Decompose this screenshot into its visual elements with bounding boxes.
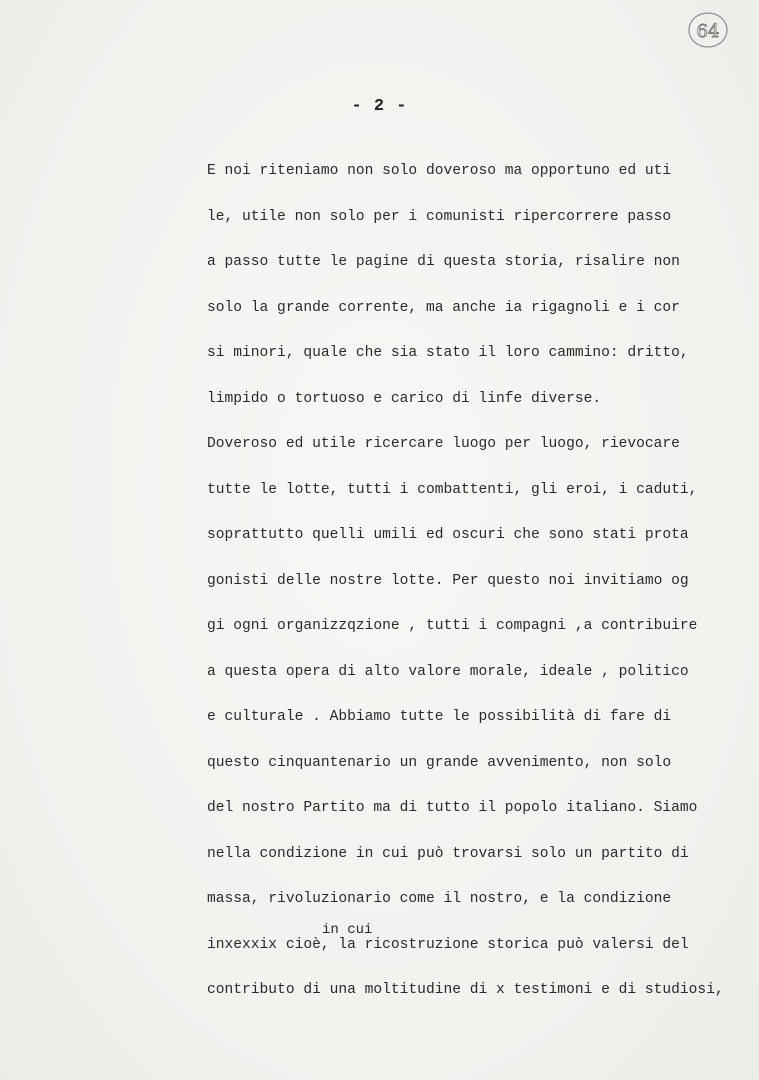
text-line: si minori, quale che sia stato il loro cammino: dritto, (207, 345, 689, 361)
text-line: soprattutto quelli umili ed oscuri che sono stati prota (207, 527, 689, 543)
text-line: le, utile non solo per i comunisti ripercorrere passo (207, 208, 672, 225)
text-line: gi ogni organizzqzione , tutti i compagni ,a contribuire (207, 618, 698, 634)
text-line: E noi riteniamo non solo doveroso ma opportuno ed uti (207, 163, 672, 179)
text-line: e culturale . Abbiamo tutte le possibilità di fare di (207, 709, 672, 725)
text-line: del nostro Partito ma di tutto il popolo italiano. Siamo (207, 800, 698, 816)
text-line: nella condizione in cui può trovarsi solo un partito di (207, 845, 689, 862)
text-line: solo la grande corrente, ma anche ia rigagnoli e i cor (207, 299, 680, 316)
interlinear-insert: in cui (322, 922, 373, 938)
text-line: a passo tutte le pagine di questa storia, risalire non (207, 254, 680, 270)
stamp-icon (686, 10, 730, 50)
svg-text:64: 64 (696, 21, 720, 42)
text-line: Doveroso ed utile ricercare luogo per luogo, rievocare (207, 436, 680, 452)
text-line: limpido o tortuoso e carico di linfe diverse. (207, 390, 602, 407)
text-line: inxexxix cioè, la ricostruzione storica può valersi del (207, 936, 689, 953)
text-line: contributo di una moltitudine di x testimoni e di studiosi, (207, 982, 724, 998)
page-number: - 2 - (351, 97, 408, 116)
text-line: questo cinquantenario un grande avvenimento, non solo (207, 754, 672, 771)
text-line: a questa opera di alto valore morale, ideale , politico (207, 663, 689, 680)
text-line: tutte le lotte, tutti i combattenti, gli eroi, i caduti, (207, 481, 698, 498)
page-stamp (686, 10, 730, 50)
text-line: gonisti delle nostre lotte. Per questo noi invitiamo og (207, 572, 689, 589)
text-line: massa, rivoluzionario come il nostro, e la condizione (207, 891, 672, 907)
body-text (207, 160, 737, 1025)
